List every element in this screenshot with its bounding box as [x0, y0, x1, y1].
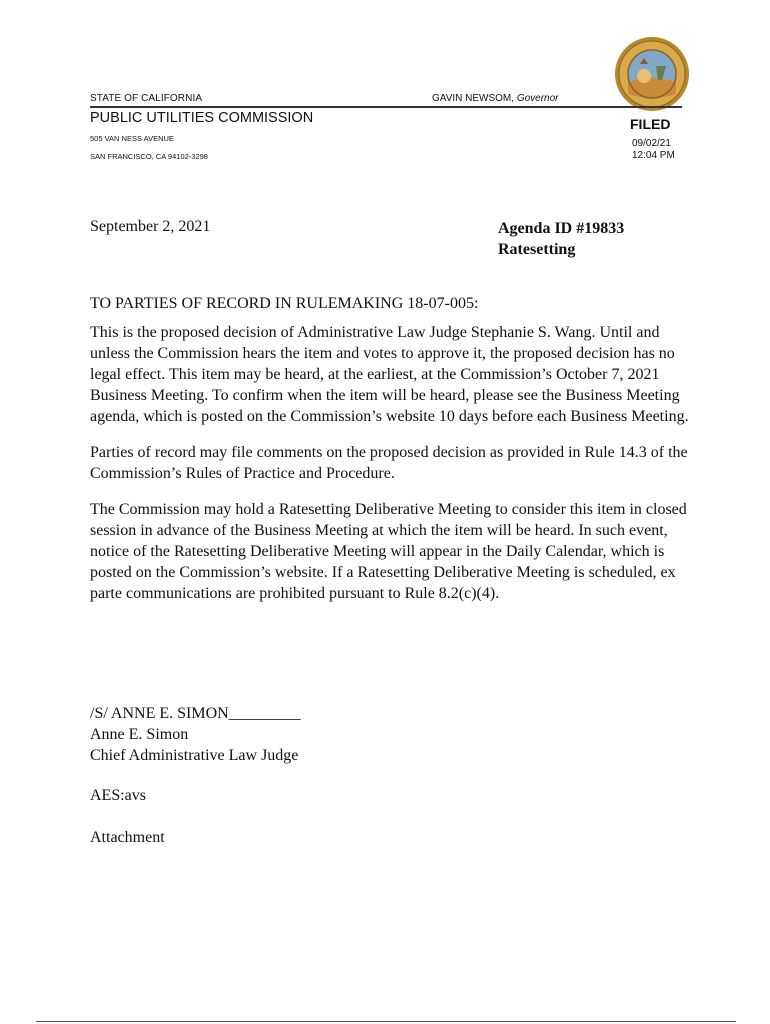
signature-block — [90, 703, 301, 766]
letter-date: September 2, 2021 — [90, 218, 211, 235]
signer-title: Chief Administrative Law Judge — [90, 747, 299, 764]
address-line-2: SAN FRANCISCO, CA 94102-3298 — [90, 152, 208, 161]
paragraph: Parties of record may file comments on the proposed decision as provided in Rule 14.3 of the Commission’s Rules of Practice and Procedure. — [90, 444, 688, 482]
governor-line — [432, 93, 559, 104]
state-name: STATE OF CALIFORNIA — [90, 93, 203, 104]
letterhead-divider — [90, 106, 682, 108]
salutation: TO PARTIES OF RECORD IN RULEMAKING 18-07-005: — [90, 295, 479, 312]
address-line-1: 505 VAN NESS AVENUE — [90, 134, 174, 143]
reference-initials: AES:avs — [90, 787, 146, 804]
governor-title: Governor — [516, 93, 559, 104]
california-state-seal-icon — [614, 36, 690, 112]
enclosure-note: Attachment — [90, 829, 165, 846]
agenda-id: Agenda ID #19833 — [498, 220, 625, 237]
paragraph: The Commission may hold a Ratesetting Deliberative Meeting to consider this item in closed session in advance of the Business Meeting at which the item will be heard. In such event, notice of the Ratesetting Deliberative Meeting will appear in the Daily Calendar, which is posted on the Commission’s website. If a Ratesetting Deliberative Meeting is scheduled, ex parte communications are prohibited pursuant to Rule 8.2(c)(4). — [90, 501, 687, 602]
agenda-block — [498, 218, 624, 260]
proceeding-type: Ratesetting — [498, 241, 576, 258]
letter-body — [90, 322, 690, 619]
footer-divider — [36, 1021, 736, 1022]
governor-name: GAVIN NEWSOM, — [432, 93, 515, 104]
signer-name: Anne E. Simon — [90, 726, 189, 743]
filed-date: 09/02/21 — [632, 138, 671, 149]
agency-name: PUBLIC UTILITIES COMMISSION — [90, 110, 314, 126]
paragraph: This is the proposed decision of Administrative Law Judge Stephanie S. Wang. Until and unless the Commission hears the item and votes to approve it, the proposed decision has no legal effect. This item may be heard, at the earliest, at the Commission’s October 7, 2021 Business Meeting. To confirm when the item will be heard, please see the Business Meeting agenda, which is posted on the Commission’s website 10 days before each Business Meeting. — [90, 324, 689, 425]
filed-datetime — [632, 138, 675, 162]
filed-time: 12:04 PM — [632, 150, 675, 161]
filed-stamp: FILED — [630, 116, 671, 132]
signature-line: /S/ ANNE E. SIMON_________ — [90, 705, 301, 722]
